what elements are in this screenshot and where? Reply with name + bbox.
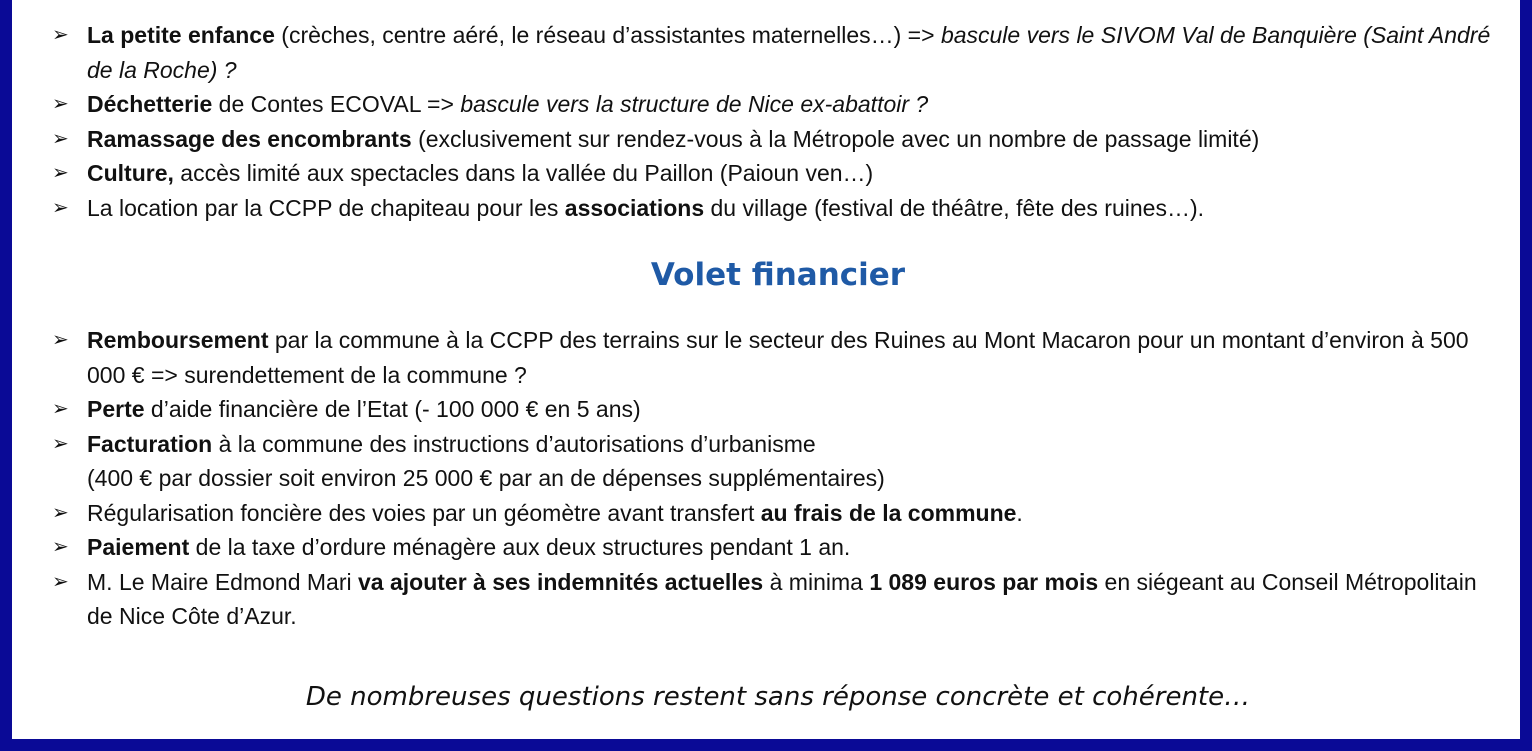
item-text: en siégeant au Conseil Métropolitain de Nice Côte d’Azur. (87, 568, 1477, 629)
arrow-bullet-icon: ➢ (52, 398, 69, 420)
list-item (48, 530, 1508, 565)
list-item (48, 87, 1508, 122)
item-keyword: La petite enfance (87, 22, 275, 48)
item-keyword: 1 089 euros par mois (869, 568, 1099, 595)
arrow-bullet-icon: ➢ (52, 432, 69, 455)
item-text: du village (festival de théâtre, fête des ruines…). (704, 194, 1204, 221)
item-text: à minima (763, 568, 870, 595)
item-text: (exclusivement sur rendez-vous à la Métropole avec un nombre de passage limité) (411, 125, 1260, 152)
item-text: La location par la CCPP de chapiteau pour les (87, 194, 565, 221)
item-text: Régularisation foncière des voies par un géomètre avant transfert (87, 499, 761, 526)
item-italic-text: bascule vers la structure de Nice ex-abattoir ? (460, 91, 929, 117)
arrow-bullet-icon: ➢ (52, 536, 69, 558)
item-italic-text: bascule vers le SIVOM Val de Banquière (Saint André de la Roche) ? (87, 22, 1491, 83)
document-body (48, 18, 1508, 712)
item-keyword: Ramassage des encombrants (87, 125, 412, 152)
item-keyword: Remboursement (87, 327, 269, 353)
arrow-bullet-icon: ➢ (52, 127, 69, 150)
item-keyword: Perte (87, 396, 145, 422)
financial-list (48, 323, 1508, 634)
list-item (48, 18, 1508, 87)
item-text: (crèches, centre aéré, le réseau d’assistantes maternelles…) => (274, 22, 941, 48)
list-item (48, 122, 1508, 157)
item-keyword: Facturation (87, 430, 213, 457)
arrow-bullet-icon: ➢ (52, 501, 69, 524)
arrow-bullet-icon: ➢ (52, 93, 69, 115)
item-keyword: Culture, (87, 160, 174, 186)
list-item (48, 565, 1508, 634)
item-text: accès limité aux spectacles dans la vallée du Paillon (Paioun ven…) (173, 160, 874, 186)
item-keyword: Déchetterie (87, 91, 213, 117)
arrow-bullet-icon: ➢ (52, 24, 69, 46)
arrow-bullet-icon: ➢ (52, 196, 69, 219)
item-text: de Contes ECOVAL => (212, 91, 461, 117)
item-keyword: va ajouter à ses indemnités actuelles (357, 568, 764, 595)
list-item (48, 156, 1508, 191)
item-keyword: au frais de la commune (760, 499, 1017, 526)
list-item (48, 191, 1508, 226)
item-keyword: Paiement (87, 534, 190, 560)
item-text: de la taxe d’ordure ménagère aux deux structures pendant 1 an. (189, 534, 851, 560)
arrow-bullet-icon: ➢ (52, 329, 69, 351)
list-item (48, 496, 1508, 531)
item-keyword: associations (564, 194, 705, 221)
list-item (48, 427, 1508, 496)
section-title: Volet financier (650, 257, 906, 293)
item-text: par la commune à la CCPP des terrains sur le secteur des Ruines au Mont Macaron pour un montant d’environ à 500 000 € => surendettement de la commune ? (87, 327, 1469, 388)
item-text: à la commune des instructions d’autorisations d’urbanisme (212, 430, 816, 457)
list-item (48, 392, 1508, 427)
arrow-bullet-icon: ➢ (52, 162, 69, 184)
item-text: (400 € par dossier soit environ 25 000 € par an de dépenses supplémentaires) (87, 465, 885, 491)
item-text: d’aide financière de l’Etat (- 100 000 € en 5 ans) (144, 396, 641, 422)
arrow-bullet-icon: ➢ (52, 570, 69, 593)
item-text: M. Le Maire Edmond Mari (87, 568, 358, 595)
services-list (48, 18, 1508, 225)
closing-statement: De nombreuses questions restent sans réponse concrète et cohérente… (305, 682, 1251, 712)
item-text: . (1016, 499, 1023, 526)
list-item (48, 323, 1508, 392)
